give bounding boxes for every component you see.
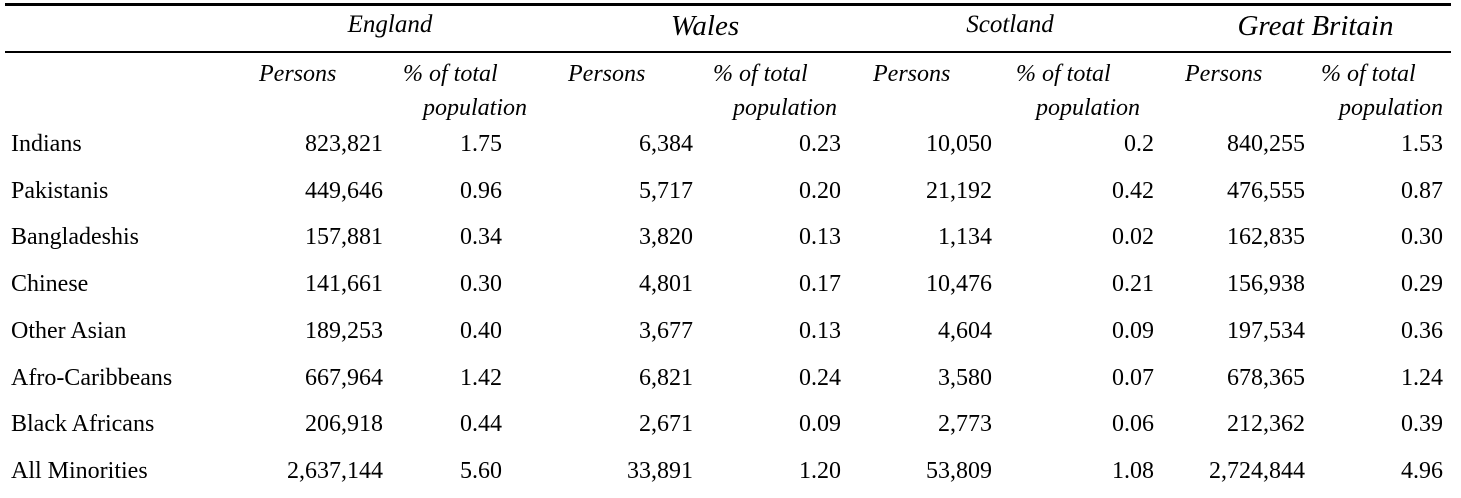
- cell-great-britain-persons: 212,362: [1227, 411, 1305, 437]
- row-label: Pakistanis: [11, 178, 109, 204]
- cell-wales-persons: 3,677: [639, 318, 693, 344]
- cell-wales-pct: 0.20: [799, 178, 841, 204]
- subheader-pct-scotland-line1: % of total: [1016, 61, 1111, 87]
- cell-england-persons: 667,964: [305, 365, 383, 391]
- cell-wales-pct: 0.13: [799, 224, 841, 250]
- cell-wales-pct: 0.23: [799, 131, 841, 157]
- cell-england-pct: 0.34: [460, 224, 502, 250]
- cell-england-persons: 157,881: [305, 224, 383, 250]
- region-header-scotland: Scotland: [966, 11, 1054, 38]
- table-top-rule: [5, 3, 1451, 6]
- cell-scotland-pct: 1.08: [1112, 458, 1154, 484]
- subheader-persons-wales: Persons: [568, 61, 646, 87]
- cell-england-persons: 449,646: [305, 178, 383, 204]
- cell-great-britain-persons: 156,938: [1227, 271, 1305, 297]
- cell-england-pct: 5.60: [460, 458, 502, 484]
- cell-great-britain-pct: 1.53: [1401, 131, 1443, 157]
- cell-great-britain-pct: 1.24: [1401, 365, 1443, 391]
- row-label: Other Asian: [11, 318, 127, 344]
- cell-great-britain-persons: 162,835: [1227, 224, 1305, 250]
- cell-england-persons: 141,661: [305, 271, 383, 297]
- subheader-pct-england-line2: population: [422, 95, 527, 121]
- row-label: Chinese: [11, 271, 89, 297]
- subheader-persons-scotland: Persons: [873, 61, 951, 87]
- cell-scotland-pct: 0.06: [1112, 411, 1154, 437]
- cell-england-pct: 1.42: [460, 365, 502, 391]
- cell-wales-pct: 0.24: [799, 365, 841, 391]
- cell-great-britain-pct: 0.36: [1401, 318, 1443, 344]
- cell-scotland-persons: 3,580: [938, 365, 992, 391]
- row-label: All Minorities: [11, 458, 148, 484]
- cell-wales-pct: 0.09: [799, 411, 841, 437]
- cell-england-pct: 0.44: [460, 411, 502, 437]
- cell-england-persons: 823,821: [305, 131, 383, 157]
- cell-great-britain-persons: 2,724,844: [1209, 458, 1305, 484]
- cell-great-britain-pct: 0.39: [1401, 411, 1443, 437]
- cell-scotland-persons: 4,604: [938, 318, 992, 344]
- subheader-persons-england: Persons: [259, 61, 337, 87]
- cell-scotland-persons: 2,773: [938, 411, 992, 437]
- row-label: Afro-Caribbeans: [11, 365, 173, 391]
- cell-scotland-pct: 0.42: [1112, 178, 1154, 204]
- cell-wales-persons: 6,821: [639, 365, 693, 391]
- subheader-persons-great-britain: Persons: [1185, 61, 1263, 87]
- cell-wales-persons: 4,801: [639, 271, 693, 297]
- cell-wales-persons: 2,671: [639, 411, 693, 437]
- cell-scotland-persons: 10,050: [926, 131, 992, 157]
- cell-great-britain-pct: 0.29: [1401, 271, 1443, 297]
- cell-england-pct: 1.75: [460, 131, 502, 157]
- region-header-england: England: [347, 11, 433, 38]
- cell-wales-pct: 0.13: [799, 318, 841, 344]
- cell-scotland-pct: 0.02: [1112, 224, 1154, 250]
- cell-scotland-persons: 21,192: [926, 178, 992, 204]
- cell-england-pct: 0.30: [460, 271, 502, 297]
- population-table: [5, 0, 1451, 498]
- subheader-pct-wales-line1: % of total: [713, 61, 808, 87]
- cell-england-persons: 189,253: [305, 318, 383, 344]
- table-header-rule: [5, 51, 1451, 53]
- row-label: Bangladeshis: [11, 224, 139, 250]
- cell-wales-pct: 1.20: [799, 458, 841, 484]
- cell-england-pct: 0.96: [460, 178, 502, 204]
- region-header-great-britain: Great Britain: [1237, 10, 1394, 42]
- cell-england-pct: 0.40: [460, 318, 502, 344]
- subheader-pct-england-line1: % of total: [403, 61, 498, 87]
- cell-wales-persons: 5,717: [639, 178, 693, 204]
- cell-scotland-persons: 53,809: [926, 458, 992, 484]
- cell-scotland-pct: 0.2: [1124, 131, 1154, 157]
- row-label: Black Africans: [11, 411, 155, 437]
- cell-great-britain-persons: 840,255: [1227, 131, 1305, 157]
- cell-great-britain-pct: 0.30: [1401, 224, 1443, 250]
- cell-wales-persons: 3,820: [639, 224, 693, 250]
- cell-great-britain-persons: 678,365: [1227, 365, 1305, 391]
- subheader-pct-great-britain-line2: population: [1338, 95, 1443, 121]
- region-header-wales: Wales: [670, 10, 740, 42]
- cell-scotland-persons: 1,134: [938, 224, 992, 250]
- cell-england-persons: 2,637,144: [287, 458, 383, 484]
- cell-great-britain-persons: 197,534: [1227, 318, 1305, 344]
- cell-great-britain-persons: 476,555: [1227, 178, 1305, 204]
- subheader-pct-great-britain-line1: % of total: [1321, 61, 1416, 87]
- cell-wales-persons: 6,384: [639, 131, 693, 157]
- cell-wales-persons: 33,891: [627, 458, 693, 484]
- cell-scotland-pct: 0.09: [1112, 318, 1154, 344]
- row-label: Indians: [11, 131, 82, 157]
- cell-great-britain-pct: 4.96: [1401, 458, 1443, 484]
- cell-scotland-pct: 0.07: [1112, 365, 1154, 391]
- cell-great-britain-pct: 0.87: [1401, 178, 1443, 204]
- cell-scotland-pct: 0.21: [1112, 271, 1154, 297]
- cell-scotland-persons: 10,476: [926, 271, 992, 297]
- cell-england-persons: 206,918: [305, 411, 383, 437]
- cell-wales-pct: 0.17: [799, 271, 841, 297]
- subheader-pct-wales-line2: population: [732, 95, 837, 121]
- subheader-pct-scotland-line2: population: [1035, 95, 1140, 121]
